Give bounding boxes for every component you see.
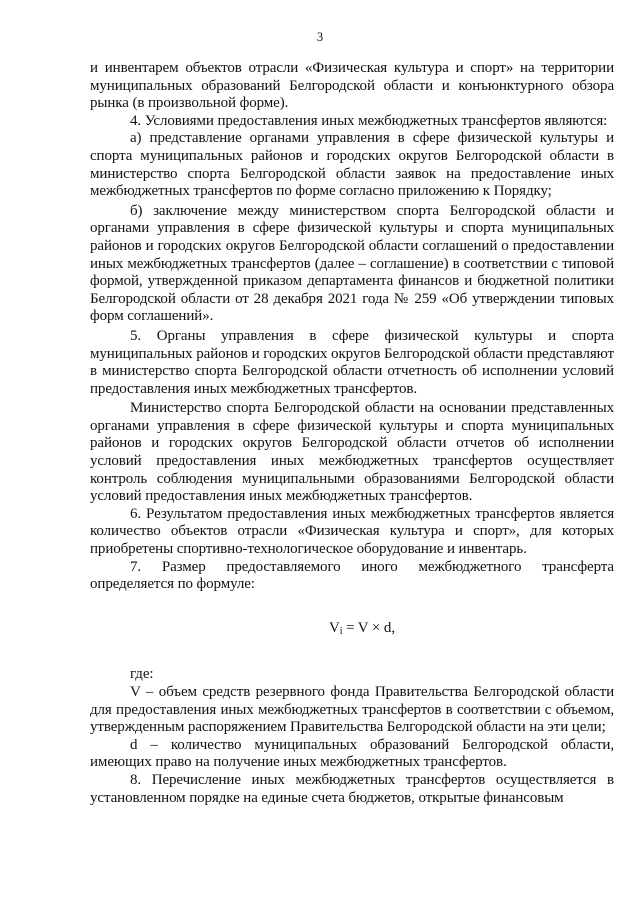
document-body [90,60,614,807]
formula-subscript: i [339,625,343,637]
paragraph-where: где: [130,666,154,683]
formula-rhs: = V × d, [342,619,395,636]
paragraph-item-6: 6. Результатом предоставления иных межбюджетных трансфертов является количество объектов отрасли «Физическая культура и спорт», для которых приобретены спортивно-технологическое оборудование и инвентарь. [90,505,614,558]
paragraph-item-4a: а) представление органами управления в сфере физической культуры и спорта муниципальных районов и городских округов Белгородской области в министерство спорта Белгородской области заявок на предоставление иных межбюджетных трансфертов по форме согласно приложению к Порядку; [90,130,614,200]
paragraph-definition-v: V – объем средств резервного фонда Правительства Белгородской области для предоставления иных межбюджетных трансфертов в соответствии с объемом, утвержденным распоряжением Правительства Белгородской области на эти цели; [90,684,614,736]
paragraph-definition-d: d – количество муниципальных образований Белгородской области, имеющих право на получение иных межбюджетных трансфертов. [90,736,614,771]
formula [90,620,614,641]
paragraph-continuation: и инвентарем объектов отрасли «Физическая культура и спорт» на территории муниципальных образований Белгородской области и конъюнктурного обзора рынка (в произвольной форме). [90,60,614,112]
paragraph-item-5: 5. Органы управления в сфере физической культуры и спорта муниципальных районов и городских округов Белгородской области представляют в министерство спорта Белгородской области отчетность об исполнении условий предоставления иных межбюджетных трансфертов. [90,327,614,397]
paragraph-item-4b: б) заключение между министерством спорта Белгородской области и органами управления в сфере физической культуры и спорта муниципальных районов и городских округов Белгородской области соглашений о предоставлении иных межбюджетных трансфертов (далее – соглашение) в соответствии с типовой формой, утвержденной приказом департамента финансов и бюджетной политики Белгородской области от 28 декабря 2021 года № 259 «Об утверждении типовых форм соглашений». [90,202,614,325]
formula-lhs: V [329,619,340,636]
paragraph-item-8: 8. Перечисление иных межбюджетных трансфертов осуществляется в установленном порядке на единые счета бюджетов, открытые финансовым [90,771,614,806]
paragraph-item-4: 4. Условиями предоставления иных межбюджетных трансфертов являются: [130,112,608,129]
paragraph-item-7: 7. Размер предоставляемого иного межбюджетного трансферта определяется по формуле: [90,558,614,593]
paragraph-ministry-control: Министерство спорта Белгородской области на основании представленных органами управления в сфере физической культуры и спорта муниципальных районов и городских округов Белгородской области отчетов об исполнении условий предоставления иных межбюджетных трансфертов осуществляет контроль соблюдения муниципальными образованиями Белгородской области условий предоставления иных межбюджетных трансфертов. [90,400,614,505]
page-number: 3 [316,30,324,44]
